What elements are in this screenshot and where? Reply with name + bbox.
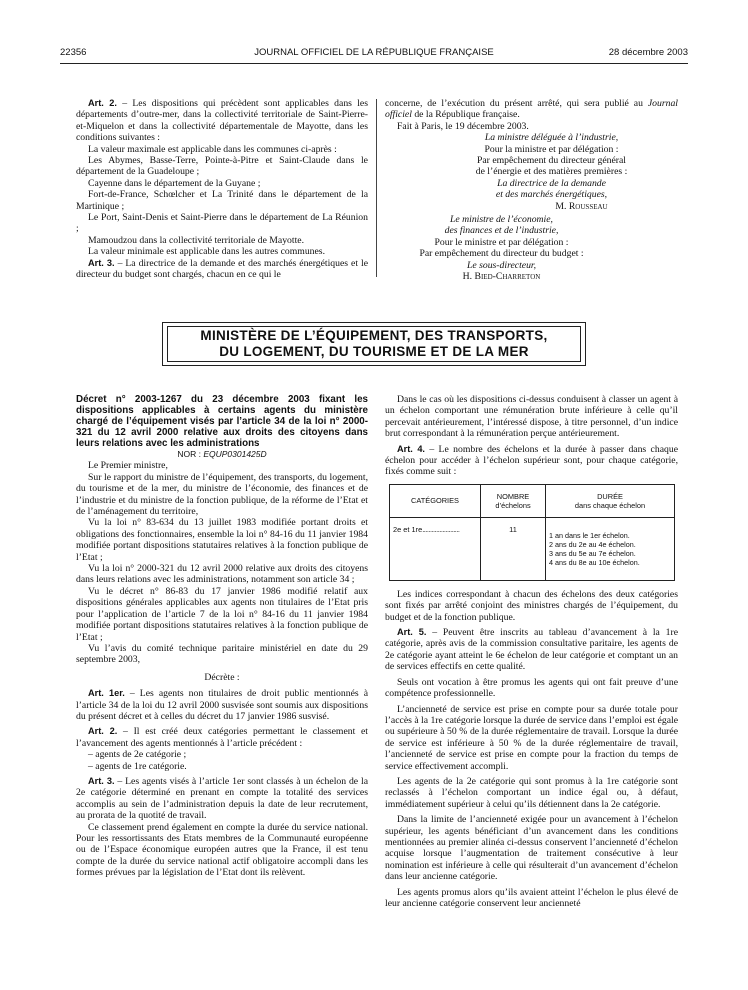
table-header-row xyxy=(390,484,675,517)
paragraph: Le Port, Saint-Denis et Saint-Pierre dans le département de La Réunion ; xyxy=(76,212,368,235)
article-3-label: Art. 3. xyxy=(88,775,115,786)
article-1-label: Art. 1er. xyxy=(88,688,125,699)
decree-left-column xyxy=(76,394,368,879)
issue-date: 28 décembre 2003 xyxy=(608,47,688,58)
paragraph: Le Premier ministre, xyxy=(88,460,168,472)
paragraph: Ce classement prend également en compte la durée du service national. Pour les ressortissants des Etats membres de la Communauté européenne ou de l’Espace économique européen autres que la France, il est tenu compte de la durée du service national actif obligatoire accompli dans les formes prévues par la législation de l’Etat dont ils relèvent. xyxy=(76,821,368,879)
paragraph: Cayenne dans le département de la Guyane ; xyxy=(88,177,261,189)
paragraph: concerne, de l’exécution du présent arrêté, qui sera publié au Journal officiel de la République française. xyxy=(385,98,678,121)
signatory-line: de l’énergie et des matières premières : xyxy=(475,166,628,178)
paragraph: La valeur maximale est applicable dans les communes ci-après : xyxy=(88,143,337,155)
decrete-heading: Décrète : xyxy=(204,671,240,683)
column-header: DURÉE dans chaque échelon xyxy=(546,484,675,517)
article-3-label: Art. 3. xyxy=(88,257,115,268)
duration-cell: 1 an dans le 1er échelon. 2 ans du 2e au 4e échelon. 3 ans du 5e au 7e échelon. 4 ans du 8e au 10e échelon. xyxy=(546,517,675,580)
signatory-line: des finances et de l’industrie, xyxy=(444,225,559,237)
signatory-line: Par empêchement du directeur général xyxy=(476,155,626,167)
list-item: – agents de 1re catégorie. xyxy=(88,760,187,772)
top-right-column xyxy=(385,98,678,283)
paragraph: Les indices correspondant à chacun des échelons des deux catégories sont fixés par arrêté conjoint des ministres chargés de l’équipement, du budget et de la fonction publique. xyxy=(385,588,678,623)
article-1-paragraph: Art. 1er. – Les agents non titulaires de droit public mentionnés à l’article 34 de la loi du 12 avril 2000 susvisée sont soumis aux dispositions du présent décret et à celles du décret du 17 janvier 1986 susvisé. xyxy=(76,688,369,722)
paragraph: L’ancienneté de service est prise en compte pour sa durée totale pour l’accès à la 1re catégorie lorsque la durée de service dans l’emploi est égale ou supérieure à 50 % de la durée réglementaire de travail. Lorsque la durée de service est inférieure à 50 % de la durée réglementaire de travail, l’ancienneté de service est prise en compte pour la fraction du temps de service effectivement accompli. xyxy=(385,703,678,772)
article-4-label: Art. 4. xyxy=(397,443,425,454)
article-3-paragraph: Art. 3. – La directrice de la demande et des marchés énergétiques et le directeur du budget sont chargés, chacun en ce qui le xyxy=(76,257,368,281)
paragraph: La valeur minimale est applicable dans les autres communes. xyxy=(88,246,325,258)
signatory-title: Le ministre de l’économie, xyxy=(450,214,553,226)
visa-paragraph: Vu le décret n° 86-83 du 17 janvier 1986 modifié relatif aux dispositions générales applicables aux agents non titulaires de l’Etat pris pour l’application de l’article 7 de la loi n° 84-16 du 11 janvier 1984 modifiée portant dispositions statutaires relatives à la fonction publique de l’Etat ; xyxy=(76,585,368,643)
ministry-banner-inner xyxy=(167,326,581,362)
article-5-label: Art. 5. xyxy=(397,627,427,638)
signatory-line: Pour le ministre et par délégation : xyxy=(434,236,569,248)
paragraph: Fort-de-France, Schœlcher et La Trinité dans le département de la Martinique ; xyxy=(76,189,368,212)
decree-right-column xyxy=(385,394,678,909)
article-5-paragraph: Art. 5. – Peuvent être inscrits au tableau d’avancement à la 1re catégorie, après avis de la commission consultative paritaire, les agents de 2e catégorie ayant atteint le 6e échelon de leur catégorie et comptant un an de services effectifs en cette qualité. xyxy=(385,627,679,673)
nor-code: EQUP0301425D xyxy=(203,449,267,459)
paragraph: Les Abymes, Basse-Terre, Pointe-à-Pitre et Saint-Claude dans le département de la Guadeloupe ; xyxy=(76,155,368,178)
nor-reference: NOR : EQUP0301425D xyxy=(177,449,267,459)
paragraph: Mamoudzou dans la collectivité territoriale de Mayotte. xyxy=(88,234,305,246)
paragraph: Les agents de la 2e catégorie qui sont promus à la 1re catégorie sont reclassés à l’échelon comportant un indice égal ou, à défaut, immédiatement supérieur à celui qu’ils détiennent dans la 2e catégorie. xyxy=(385,775,678,810)
signatory-line: et des marchés énergétiques, xyxy=(495,189,608,201)
paragraph: Dans le cas où les dispositions ci-dessus conduisent à classer un agent à un échelon comportant une rémunération brute inférieure à celle qu’il percevait antérieurement, l’intéressé dispose, à titre personnel, d’un indice brut correspondant à la rémunération perçue antérieurement. xyxy=(385,394,678,440)
page-header xyxy=(60,47,688,61)
paragraph: Dans la limite de l’ancienneté exigée pour un avancement à l’échelon supérieur, les agents bénéficiant d’un avancement dans les conditions mentionnées au premier alinéa ci-dessus conservent l’ancienneté d’échelon acquise lorsque l’augmentation de traitement consécutive à leur nomination est inférieure à celle qui résulterait d’un avancement d’échelon dans leur ancienne catégorie. xyxy=(385,814,678,883)
article-4-paragraph: Art. 4. – Le nombre des échelons et la durée à passer dans chaque échelon pour accéder à l’échelon supérieur sont, pour chaque catégorie, fixés comme suit : xyxy=(385,443,678,478)
header-rule xyxy=(60,63,688,64)
category-cell: 2e et 1re........................ xyxy=(390,517,481,580)
signatory-title: La ministre déléguée à l’industrie, xyxy=(484,132,619,144)
list-item: – agents de 2e catégorie ; xyxy=(88,749,187,761)
signatory-line: Pour la ministre et par délégation : xyxy=(484,143,619,155)
table-row xyxy=(390,517,675,580)
echelon-table xyxy=(389,484,675,581)
paragraph: Les agents promus alors qu’ils avaient atteint l’échelon le plus élevé de leur ancienne catégorie conservent leur ancienneté xyxy=(385,886,678,909)
echelon-count-cell: 11 xyxy=(481,517,546,580)
article-2-paragraph: Art. 2. – Il est créé deux catégories permettant le classement et l’avancement des agents mentionnés à l’article précédent : xyxy=(76,726,368,749)
column-header: CATÉGORIES xyxy=(390,484,481,517)
page-number: 22356 xyxy=(60,47,87,58)
signatory-name: M. Rousseau xyxy=(555,200,608,212)
journal-title: JOURNAL OFFICIEL DE LA RÉPUBLIQUE FRANÇAISE xyxy=(254,47,494,58)
paragraph: Seuls ont vocation à être promus les agents qui ont fait preuve d’une compétence professionnelle. xyxy=(385,676,678,700)
decree-title: Décret n° 2003-1267 du 23 décembre 2003 fixant les dispositions applicables à certains agents du ministère chargé de l’équipement visés par l’article 34 de la loi n° 2000-321 du 12 avril 2000 relative aux droits des citoyens dans leurs relations avec les administrations xyxy=(76,394,368,449)
visa-paragraph: Vu la loi n° 2000-321 du 12 avril 2000 relative aux droits des citoyens dans leurs relations avec les administrations, notamment son article 34 ; xyxy=(76,563,368,586)
column-header: NOMBRE d’échelons xyxy=(481,484,546,517)
signatory-line: Par empêchement du directeur du budget : xyxy=(419,248,584,260)
article-2-paragraph: Art. 2. – Les dispositions qui précèdent sont applicables dans les départements d’outre-mer, dans la collectivité territoriale de Saint-Pierre-et-Miquelon et dans la collectivité départementale de Mayotte, dans les conditions suivantes : xyxy=(76,98,368,144)
signatory-line: La directrice de la demande xyxy=(497,177,606,189)
visa-paragraph: Vu l’avis du comité technique paritaire ministériel en date du 29 septembre 2003, xyxy=(76,642,368,666)
signatory-line: Le sous-directeur, xyxy=(466,259,537,271)
column-divider xyxy=(376,99,377,277)
signature-date: Fait à Paris, le 19 décembre 2003. xyxy=(397,120,529,132)
ministry-banner xyxy=(162,322,586,366)
visa-paragraph: Vu la loi n° 83-634 du 13 juillet 1983 modifiée portant droits et obligations des fonctionnaires, ensemble la loi n° 84-16 du 11 janvier 1984 modifiée portant dispositions statutaires relatives à la fonction publique de l’Etat ; xyxy=(76,517,368,563)
visa-paragraph: Sur le rapport du ministre de l’équipement, des transports, du logement, du tourisme et de la mer, du ministre de l’économie, des finances et de l’industrie et du ministre de la fonction publique, de la réforme de l’Etat et de l’aménagement du territoire, xyxy=(76,471,368,518)
ministry-title-line-2: DU LOGEMENT, DU TOURISME ET DE LA MER xyxy=(219,344,529,359)
article-3-paragraph: Art. 3. – Les agents visés à l’article 1er sont classés à un échelon de la 2e catégorie déterminé en prenant en compte la totalité des services accomplis au sein de l’administration depuis la date de leur recrutement, au prorata de la quotité de travail. xyxy=(76,775,368,822)
article-2-label: Art. 2. xyxy=(88,726,118,737)
top-left-column xyxy=(76,98,368,281)
signatory-name: H. Bied-Charreton xyxy=(462,271,541,283)
article-2-label: Art. 2. xyxy=(88,98,117,108)
ministry-title-line-1: MINISTÈRE DE L’ÉQUIPEMENT, DES TRANSPORTS, xyxy=(200,328,548,343)
